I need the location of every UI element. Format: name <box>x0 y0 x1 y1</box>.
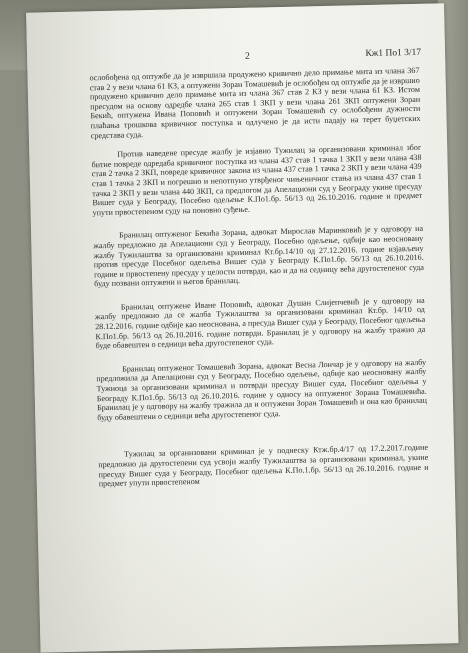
paragraph-acquittal-continuation: ослобођена од оптужбе да је извршила продужено кривично дело примање мита из члана 367 став 2 у вези члана 61 КЗ, а оптужени Зоран Томашевић је ослобођен од оптужбе да је извршио продужено кривично дело примање мита из члана 367 став 2 КЗ у вези члана 61 КЗ. Истом пресудом на основу одредбе члана 265 став 1 ЗКП у вези члана 261 ЗКП оптужени Зоран Бекић, оптужена Ивана Поповић и оптужени Зоран Томашевић су ослобођени дужности плаћања трошкова кривичног поступка и одлучено је да исти падају на терет буџетских средстава суда. <box>89 65 421 140</box>
paragraph-prosecutor-submission: Тужилац за организовани криминал је у поднеску Ктж.бр.4/17 од 17.2.2017.године предложио да другостепени суд усвоји жалбу Тужилаштва за организовани криминал, укине пресуду Вишег суда у Београду, Посебног одељења К.По.1.бр. 56/13 од 26.10.2016. године и предмет упути првостепеном <box>98 443 429 489</box>
document-body <box>89 66 428 489</box>
page-number: 2 <box>244 51 250 62</box>
case-number: Кж1 По1 3/17 <box>365 47 422 60</box>
paragraph-defense-popovic: Бранилац оптужене Иване Поповић, адвокат Душан Слијепчевић је у одговору на жалбу предложио да се жалба Тужилаштва за организовани криминал Кт.бр. 14/10 од 28.12.2016. године одбије као неоснована, а пресуда Вишег суда у Београду, Посебног одељења К.По1.бр. 56/13 од 26.10.2016. године потврди. Бранилац је у одговору на жалбу тражио да буде обавештен о седници већа другостепеног суда. <box>94 295 426 351</box>
paragraph-prosecutor-appeal: Против наведене пресуде жалбу је изјавио Тужилац за организовани криминал због битне повреде одредаба кривичног поступка из члана 437 став 1 тачка 1 ЗКП у вези члана 438 став 2 тачка 2 ЗКП, повреде кривичног закона из члана 437 став 1 тачка 2 ЗКП у вези члана 439 став 1 тачка 2 ЗКП и погрешно и непотпуно утврђеног чињеничног стања из члана 437 став 1 тачка 2 ЗКП у вези члана 440 ЗКП, са предлогом да Апелациони суд у Београду укине пресуду Вишег суда у Београду, Посебно одељење К.По1.бр. 56/13 од 26.10.2016. године и предмет упути првостепеном суду на поновно суђење. <box>91 142 423 218</box>
document-page <box>26 3 458 652</box>
paragraph-defense-bekic: Бранилац оптуженог Бекића Зорана, адвокат Мирослав Маринковић је у одговору на жалбу предложио да Апелациони суд у Београду, Посебно одељење, одбије као неосновану жалбу Тужилаштва за организовани криминал Кт.бр.14/10 од 27.12.2016. године изјављену против пресуде Посебног одељења Вишег суда у Београду К.По1.бр. 56/13 од 26.10.2016. године и првостепену пресуду у целости потврди, као и да на седницу већа другостепеног суда буду позвани оптужени и његов бранилац. <box>93 224 425 289</box>
paragraph-defense-tomasevic: Бранилац оптуженог Томашевић Зорана, адвокат Весна Лончар је у одговору на жалбу предложила да Апелациони суд у Београду, Посебно одељење, одбије као неосновану жалбу Тужиоца за организовани криминал и потврди пресуду Вишег суда, Посебног одељења у Београду К.По1.бр. 56/13 од 26.10.2016. године у односу на оптуженог Зорана Томашевића. Бранилац је у одговору на жалбу тражила да и оптужени Зоран Томашевић и она као бранилац буду обавештени о седници већа другостепеног суда. <box>96 357 428 423</box>
